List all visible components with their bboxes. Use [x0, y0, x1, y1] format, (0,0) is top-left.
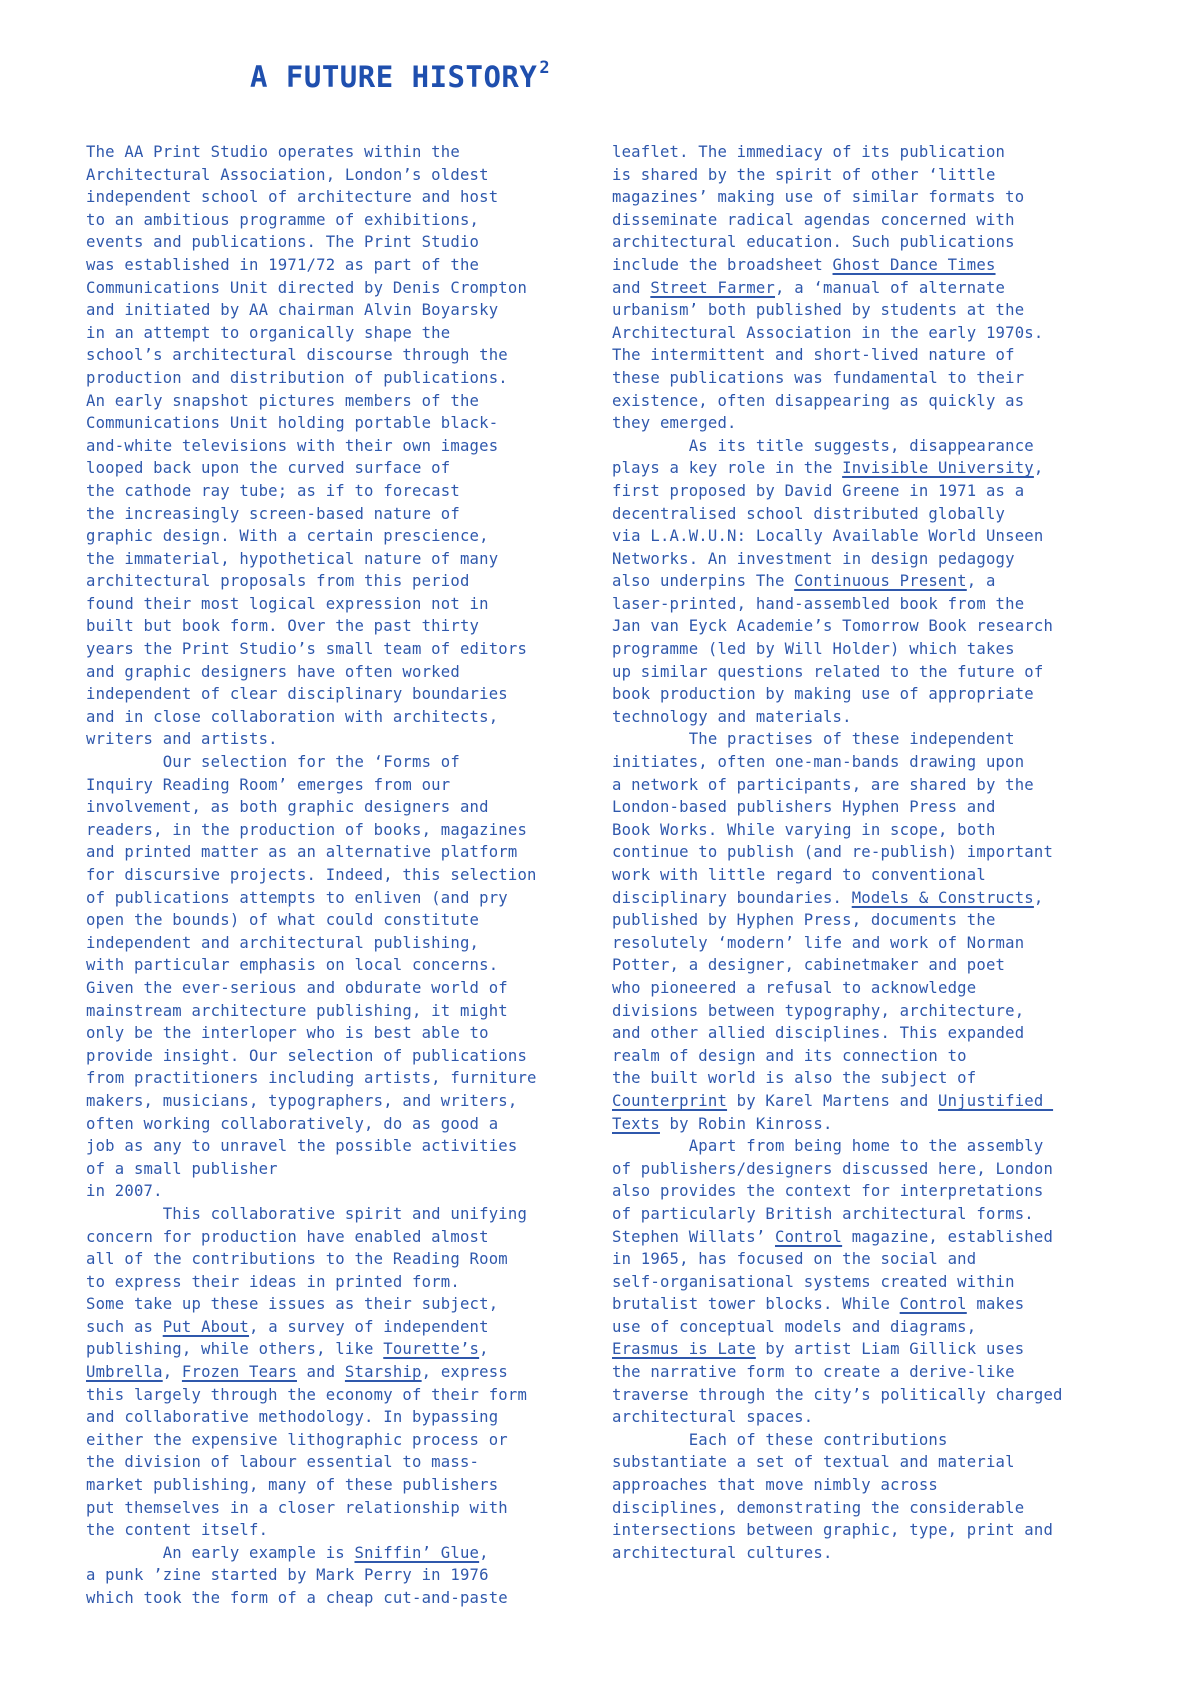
text-segment: plays a key role in the	[612, 459, 843, 478]
text-segment: up similar questions related to the future of	[612, 662, 1044, 681]
text-line	[86, 435, 586, 458]
text-line	[612, 1113, 1112, 1136]
text-line	[612, 1226, 1112, 1249]
text-segment: disciplinary boundaries.	[612, 888, 852, 907]
text-line	[86, 683, 586, 706]
text-line	[612, 299, 1112, 322]
text-line	[86, 1451, 586, 1474]
text-line	[86, 841, 586, 864]
text-segment: disseminate radical agendas concerned with	[612, 210, 1015, 229]
text-line	[612, 141, 1112, 164]
text-line	[612, 1384, 1112, 1407]
text-segment: Given the ever-serious and obdurate world of	[86, 978, 508, 997]
text-line	[612, 661, 1112, 684]
text-segment: approaches that move nimbly across	[612, 1476, 938, 1495]
text-line	[612, 751, 1112, 774]
text-line	[86, 796, 586, 819]
text-segment: who pioneered a refusal to acknowledge	[612, 978, 977, 997]
text-line	[86, 164, 586, 187]
text-line	[612, 638, 1112, 661]
text-line	[86, 480, 586, 503]
text-segment: ,	[1033, 888, 1044, 907]
text-segment: Some take up these issues as their subject,	[86, 1295, 499, 1314]
text-segment: looped back upon the curved surface of	[86, 459, 451, 478]
text-segment: via L.A.W.U.N: Locally Available World Unseen	[612, 527, 1044, 546]
publication-title: Frozen Tears	[181, 1363, 297, 1382]
text-segment: from practitioners including artists, furniture	[86, 1069, 537, 1088]
text-segment: and initiated by AA chairman Alvin Boyarsky	[86, 301, 499, 320]
text-segment: Communications Unit holding portable black-	[86, 414, 499, 433]
page-title-text: A FUTURE HISTORY	[250, 60, 538, 94]
text-segment: Stephen Willats’	[612, 1227, 775, 1246]
text-line	[612, 1180, 1112, 1203]
text-line	[86, 615, 586, 638]
text-line	[86, 1271, 586, 1294]
text-segment: the content itself.	[86, 1521, 269, 1540]
text-segment: realm of design and its connection to	[612, 1046, 967, 1065]
text-segment: mainstream architecture publishing, it might	[86, 1001, 508, 1020]
text-line	[612, 1090, 1112, 1113]
text-line	[86, 1361, 586, 1384]
publication-title: Continuous Present	[794, 572, 967, 591]
text-line	[86, 774, 586, 797]
text-segment: existence, often disappearing as quickly as	[612, 391, 1025, 410]
text-line	[612, 1542, 1112, 1565]
text-line	[612, 774, 1112, 797]
text-line	[612, 164, 1112, 187]
text-segment: The AA Print Studio operates within the	[86, 143, 460, 161]
text-segment: also underpins The	[612, 572, 795, 591]
text-segment: The practises of these independent	[612, 730, 1015, 749]
text-segment: substantiate a set of textual and material	[612, 1453, 1015, 1472]
text-segment: they emerged.	[612, 414, 737, 433]
text-segment: work with little regard to conventional	[612, 866, 986, 884]
publication-title: Counterprint	[612, 1091, 728, 1110]
text-line	[612, 1451, 1112, 1474]
footnote-marker: 2	[539, 58, 551, 78]
text-segment: involvement, as both graphic designers and	[86, 798, 489, 817]
text-segment: architectural education. Such publications	[612, 233, 1015, 252]
text-segment: all of the contributions to the Reading Room	[86, 1250, 508, 1269]
text-line	[612, 932, 1112, 955]
text-line	[612, 186, 1112, 209]
text-segment: market publishing, many of these publishers	[86, 1476, 499, 1495]
text-line	[86, 819, 586, 842]
text-segment: intersections between graphic, type, print and	[612, 1521, 1054, 1540]
text-segment: published by Hyphen Press, documents the	[612, 911, 996, 930]
text-segment: the narrative form to create a derive-like	[612, 1363, 1015, 1382]
text-segment: in 2007.	[86, 1182, 163, 1201]
text-segment: divisions between typography, architecture,	[612, 1001, 1025, 1020]
text-line	[612, 1293, 1112, 1316]
text-line	[86, 1564, 586, 1587]
text-line	[612, 209, 1112, 232]
text-segment: ,	[1033, 459, 1044, 478]
text-line	[612, 1338, 1112, 1361]
text-line	[612, 1158, 1112, 1181]
text-segment: which took the form of a cheap cut-and-paste	[86, 1589, 508, 1607]
text-segment: production and distribution of publications.	[86, 368, 508, 387]
text-line	[86, 751, 586, 774]
text-segment: include the broadsheet	[612, 255, 833, 274]
text-line	[86, 344, 586, 367]
text-segment: architectural spaces.	[612, 1408, 814, 1427]
text-segment: Potter, a designer, cabinetmaker and poet	[612, 956, 1006, 975]
text-line	[86, 1000, 586, 1023]
text-line	[612, 728, 1112, 751]
text-line	[612, 1045, 1112, 1068]
text-segment: makes	[966, 1295, 1025, 1314]
text-line	[86, 1203, 586, 1226]
text-segment: and collaborative methodology. In bypassing	[86, 1408, 499, 1427]
publication-title: Sniffin’ Glue	[354, 1543, 480, 1562]
text-line	[86, 1135, 586, 1158]
publication-title: Texts	[612, 1114, 660, 1133]
text-line	[86, 1384, 586, 1407]
text-line	[612, 841, 1112, 864]
text-segment: brutalist tower blocks. While	[612, 1295, 900, 1314]
publication-title: Control	[899, 1295, 967, 1314]
text-segment: built but book form. Over the past thirty	[86, 617, 480, 636]
text-line	[612, 1135, 1112, 1158]
text-line	[612, 1000, 1112, 1023]
text-segment: resolutely ‘modern’ life and work of Norman	[612, 933, 1025, 952]
text-line	[86, 593, 586, 616]
text-line	[86, 1226, 586, 1249]
text-line	[612, 503, 1112, 526]
text-line	[612, 412, 1112, 435]
text-line	[86, 1293, 586, 1316]
text-segment: such as	[86, 1317, 163, 1336]
text-segment: independent and architectural publishing,	[86, 933, 480, 952]
text-segment: magazines’ making use of similar formats to	[612, 188, 1025, 207]
text-segment: The intermittent and short-lived nature of	[612, 346, 1015, 365]
text-line	[86, 909, 586, 932]
text-segment: first proposed by David Greene in 1971 as a	[612, 481, 1025, 500]
text-segment: Architectural Association in the early 1970s.	[612, 323, 1044, 342]
text-segment: use of conceptual models and diagrams,	[612, 1317, 977, 1336]
text-line	[86, 1113, 586, 1136]
text-segment: disciplines, demonstrating the considerable	[612, 1498, 1025, 1517]
text-segment: Each of these contributions	[612, 1430, 948, 1449]
text-line	[612, 457, 1112, 480]
text-segment: a network of participants, are shared by the	[612, 775, 1034, 794]
text-line	[86, 390, 586, 413]
text-line	[86, 503, 586, 526]
text-segment: decentralised school distributed globally	[612, 504, 1006, 523]
text-line	[86, 299, 586, 322]
text-segment: As its title suggests, disappearance	[612, 436, 1034, 455]
text-line	[612, 231, 1112, 254]
text-line	[612, 706, 1112, 729]
text-line	[86, 254, 586, 277]
text-line	[612, 1316, 1112, 1339]
text-segment: for discursive projects. Indeed, this selection	[86, 866, 537, 884]
text-line	[86, 1587, 586, 1610]
publication-title: Umbrella	[86, 1363, 163, 1382]
publication-title: Erasmus is Late	[612, 1340, 756, 1359]
text-line	[86, 322, 586, 345]
text-segment: this largely through the economy of their form	[86, 1385, 528, 1404]
text-line	[86, 932, 586, 955]
text-segment: graphic design. With a certain prescience,	[86, 527, 489, 546]
text-line	[86, 1045, 586, 1068]
text-segment: often working collaboratively, do as good a	[86, 1114, 499, 1133]
text-segment: laser-printed, hand-assembled book from the	[612, 594, 1025, 613]
text-segment: initiates, often one-man-bands drawing upon	[612, 753, 1025, 772]
text-segment: publishing, while others, like	[86, 1340, 384, 1359]
text-line	[612, 277, 1112, 300]
text-line	[86, 728, 586, 751]
text-line	[612, 1203, 1112, 1226]
text-line	[86, 1429, 586, 1452]
text-segment: architectural proposals from this period	[86, 572, 470, 591]
text-line	[612, 1497, 1112, 1520]
text-segment: leaflet. The immediacy of its publication	[612, 143, 1006, 161]
text-segment: either the expensive lithographic process or	[86, 1430, 508, 1449]
text-line	[86, 1248, 586, 1271]
text-line	[86, 277, 586, 300]
text-line	[86, 954, 586, 977]
text-line	[612, 367, 1112, 390]
publication-title: Put About	[162, 1317, 250, 1336]
text-line	[86, 638, 586, 661]
text-line	[86, 1519, 586, 1542]
text-segment: these publications was fundamental to their	[612, 368, 1025, 387]
text-segment: job as any to unravel the possible activities	[86, 1137, 518, 1156]
text-segment: , a	[966, 572, 996, 591]
text-line	[612, 1519, 1112, 1542]
text-line	[612, 864, 1112, 887]
text-segment: and printed matter as an alternative platform	[86, 843, 518, 862]
text-segment: and other allied disciplines. This expanded	[612, 1024, 1025, 1043]
text-line	[86, 186, 586, 209]
text-line	[612, 480, 1112, 503]
text-segment: provide insight. Our selection of publications	[86, 1046, 528, 1065]
text-segment: This collaborative spirit and unifying	[86, 1204, 528, 1223]
publication-title: Unjustified	[938, 1091, 1054, 1110]
text-segment: the cathode ray tube; as if to forecast	[86, 481, 460, 500]
text-segment: independent school of architecture and host	[86, 188, 499, 207]
text-segment: in 1965, has focused on the social and	[612, 1250, 977, 1269]
text-line	[612, 390, 1112, 413]
publication-title: Models & Constructs	[851, 888, 1034, 907]
text-line	[86, 457, 586, 480]
text-segment: of particularly British architectural forms.	[612, 1204, 1034, 1223]
text-segment: only be the interloper who is best able to	[86, 1024, 489, 1043]
text-segment: London-based publishers Hyphen Press and	[612, 798, 996, 817]
text-line	[612, 1406, 1112, 1429]
text-line	[612, 1474, 1112, 1497]
text-line	[612, 615, 1112, 638]
text-segment: and	[296, 1363, 345, 1382]
text-segment: continue to publish (and re-publish) important	[612, 843, 1054, 862]
text-segment: to express their ideas in printed form.	[86, 1272, 460, 1291]
text-segment: in an attempt to organically shape the	[86, 323, 451, 342]
text-segment: and	[612, 278, 651, 297]
text-line	[612, 548, 1112, 571]
text-line	[86, 209, 586, 232]
text-segment: , a ‘manual of alternate	[775, 278, 1006, 297]
text-line	[612, 1271, 1112, 1294]
page-title	[250, 60, 550, 94]
text-segment: of a small publisher	[86, 1159, 278, 1178]
text-line	[86, 548, 586, 571]
text-segment: and in close collaboration with architects,	[86, 707, 499, 726]
text-line	[612, 435, 1112, 458]
text-segment: An early example is	[86, 1543, 355, 1562]
text-segment: Our selection for the ‘Forms of	[86, 753, 460, 772]
text-line	[86, 525, 586, 548]
text-segment: readers, in the production of books, magazines	[86, 820, 528, 839]
text-segment: technology and materials.	[612, 707, 852, 726]
text-line	[612, 683, 1112, 706]
text-segment: urbanism’ both published by students at the	[612, 301, 1025, 320]
publication-title: Tourette’s	[383, 1340, 480, 1359]
text-line	[612, 819, 1112, 842]
text-line	[86, 864, 586, 887]
text-line	[612, 570, 1112, 593]
text-line	[612, 1429, 1112, 1452]
text-segment: the immaterial, hypothetical nature of many	[86, 549, 499, 568]
text-segment: , express	[421, 1363, 508, 1382]
text-segment: Inquiry Reading Room’ emerges from our	[86, 775, 451, 794]
text-segment: ,	[479, 1340, 489, 1359]
text-segment: of publications attempts to enliven (and pry	[86, 888, 508, 907]
text-line	[86, 1406, 586, 1429]
text-line	[86, 1542, 586, 1565]
text-line	[86, 1497, 586, 1520]
text-line	[86, 1474, 586, 1497]
text-segment: by Robin Kinross.	[659, 1114, 833, 1133]
text-segment: magazine, established	[842, 1227, 1054, 1246]
text-segment: put themselves in a closer relationship with	[86, 1498, 508, 1517]
text-segment: ,	[479, 1543, 489, 1562]
text-segment: and-white televisions with their own images	[86, 436, 499, 455]
text-segment: Jan van Eyck Academie’s Tomorrow Book research	[612, 617, 1054, 636]
text-segment: ,	[162, 1363, 182, 1382]
text-line	[86, 1180, 586, 1203]
text-segment: of publishers/designers discussed here, London	[612, 1159, 1054, 1178]
publication-title: Invisible University	[842, 459, 1034, 478]
publication-title: Street Farmer	[650, 278, 776, 297]
publication-title: Starship	[344, 1363, 422, 1382]
text-segment: architectural cultures.	[612, 1543, 833, 1562]
text-line	[86, 141, 586, 164]
text-column-left	[86, 141, 586, 1610]
text-segment: a punk ’zine started by Mark Perry in 1976	[86, 1566, 489, 1585]
text-segment: also provides the context for interpretations	[612, 1182, 1044, 1201]
text-line	[612, 593, 1112, 616]
text-line	[86, 1158, 586, 1181]
text-segment: Networks. An investment in design pedagogy	[612, 549, 1015, 568]
text-segment: and graphic designers have often worked	[86, 662, 460, 681]
text-segment: independent of clear disciplinary boundaries	[86, 685, 508, 704]
text-line	[86, 977, 586, 1000]
text-line	[86, 1316, 586, 1339]
publication-title: Ghost Dance Times	[832, 255, 996, 274]
text-line	[86, 887, 586, 910]
text-segment: is shared by the spirit of other ‘little	[612, 165, 996, 184]
text-segment: concern for production have enabled almost	[86, 1227, 489, 1246]
text-line	[86, 1090, 586, 1113]
text-line	[612, 322, 1112, 345]
text-line	[612, 977, 1112, 1000]
text-segment: traverse through the city’s politically charged	[612, 1385, 1063, 1404]
text-line	[612, 525, 1112, 548]
text-line	[86, 1067, 586, 1090]
text-line	[612, 954, 1112, 977]
text-line	[612, 344, 1112, 367]
text-line	[86, 367, 586, 390]
text-segment: events and publications. The Print Studio	[86, 233, 480, 252]
text-line	[86, 661, 586, 684]
text-line	[86, 231, 586, 254]
text-segment: programme (led by Will Holder) which takes	[612, 640, 1015, 659]
text-segment: Apart from being home to the assembly	[612, 1137, 1044, 1156]
text-segment: Book Works. While varying in scope, both	[612, 820, 996, 839]
text-line	[612, 796, 1112, 819]
text-segment: the increasingly screen-based nature of	[86, 504, 460, 523]
text-segment: open the bounds) of what could constitute	[86, 911, 480, 930]
text-segment: school’s architectural discourse through the	[86, 346, 508, 365]
publication-title: Control	[775, 1227, 843, 1246]
text-segment: the division of labour essential to mass-	[86, 1453, 480, 1472]
text-segment: writers and artists.	[86, 730, 278, 749]
text-segment: to an ambitious programme of exhibitions,	[86, 210, 480, 229]
text-segment: years the Print Studio’s small team of editors	[86, 640, 528, 659]
text-segment: by artist Liam Gillick uses	[755, 1340, 1025, 1359]
text-column-right	[612, 141, 1112, 1564]
text-line	[612, 1022, 1112, 1045]
text-line	[612, 1248, 1112, 1271]
text-segment: with particular emphasis on local concerns.	[86, 956, 499, 975]
text-segment: the built world is also the subject of	[612, 1069, 977, 1088]
text-segment: found their most logical expression not in	[86, 594, 489, 613]
text-segment: was established in 1971/72 as part of the	[86, 255, 480, 274]
text-line	[86, 1022, 586, 1045]
text-segment: self-organisational systems created within	[612, 1272, 1015, 1291]
text-line	[86, 1338, 586, 1361]
text-line	[612, 1067, 1112, 1090]
text-segment: book production by making use of appropriate	[612, 685, 1034, 704]
text-segment: An early snapshot pictures members of the	[86, 391, 480, 410]
text-segment: by Karel Martens and	[727, 1091, 939, 1110]
text-segment: Architectural Association, London’s oldest	[86, 165, 489, 184]
text-line	[86, 412, 586, 435]
text-line	[612, 887, 1112, 910]
text-line	[86, 570, 586, 593]
text-line	[86, 706, 586, 729]
text-segment: makers, musicians, typographers, and writers,	[86, 1091, 518, 1110]
text-segment: Communications Unit directed by Denis Crompton	[86, 278, 528, 297]
text-line	[612, 909, 1112, 932]
text-line	[612, 254, 1112, 277]
text-line	[612, 1361, 1112, 1384]
text-segment: , a survey of independent	[249, 1317, 489, 1336]
